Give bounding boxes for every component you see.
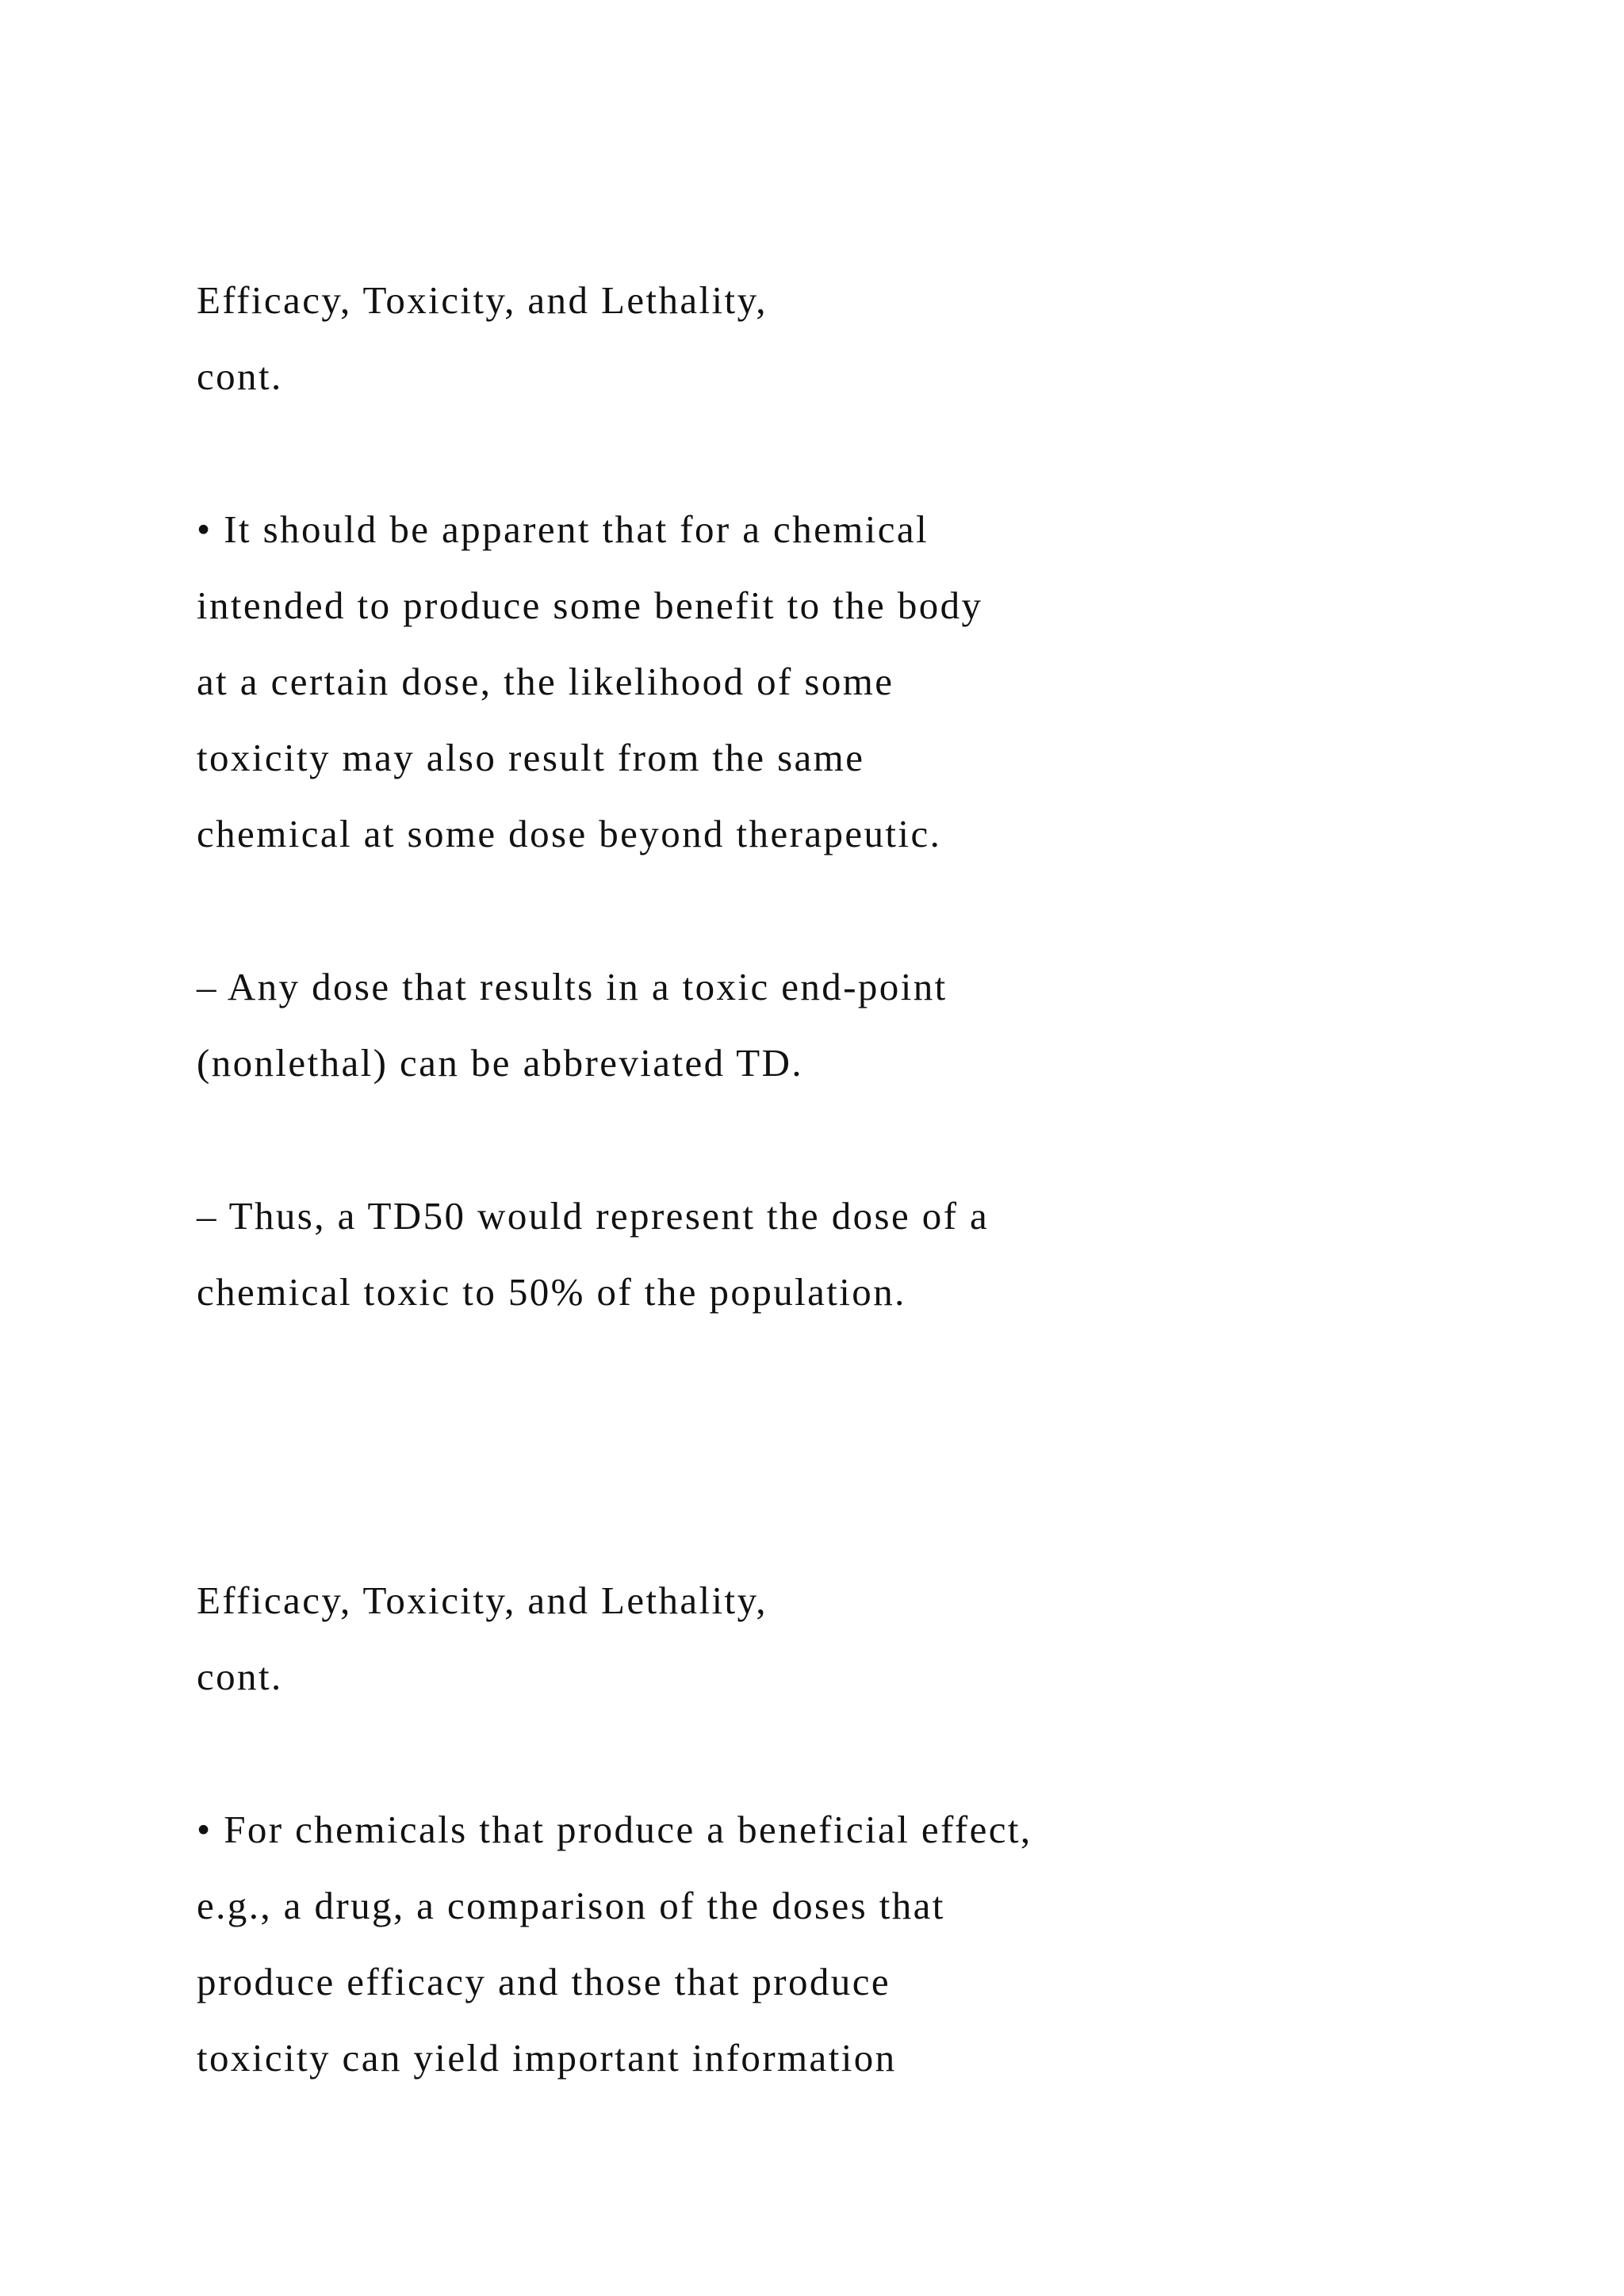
section-2-heading-line-2: cont. (197, 1655, 283, 1698)
section-2-bullet-line-3: produce efficacy and those that produce (197, 1960, 891, 2003)
section-2-heading-line-1: Efficacy, Toxicity, and Lethality, (197, 1578, 768, 1622)
section-2-bullet-line-1: • For chemicals that produce a beneficial effect, (197, 1808, 1032, 1851)
section-1-bullet-line-2: intended to produce some benefit to the body (197, 584, 983, 627)
section-1-subpoint-2-line-2: chemical toxic to 50% of the population. (197, 1270, 906, 1314)
section-2-bullet-line-2: e.g., a drug, a comparison of the doses that (197, 1884, 945, 1927)
section-1-heading-line-2: cont. (197, 354, 283, 398)
section-1-bullet-line-1: • It should be apparent that for a chemical (197, 507, 929, 551)
section-1-subpoint-1-line-2: (nonlethal) can be abbreviated TD. (197, 1041, 804, 1085)
section-1-bullet-line-4: toxicity may also result from the same (197, 736, 865, 779)
section-1-bullet-line-5: chemical at some dose beyond therapeutic. (197, 812, 942, 855)
section-1-bullet-line-3: at a certain dose, the likelihood of some (197, 660, 894, 703)
section-1-subpoint-1-line-1: – Any dose that results in a toxic end-point (197, 965, 948, 1008)
section-2-bullet-line-4: toxicity can yield important information (197, 2036, 897, 2080)
section-1-heading-line-1: Efficacy, Toxicity, and Lethality, (197, 278, 768, 322)
section-1-subpoint-2-line-1: – Thus, a TD50 would represent the dose of a (197, 1194, 990, 1238)
